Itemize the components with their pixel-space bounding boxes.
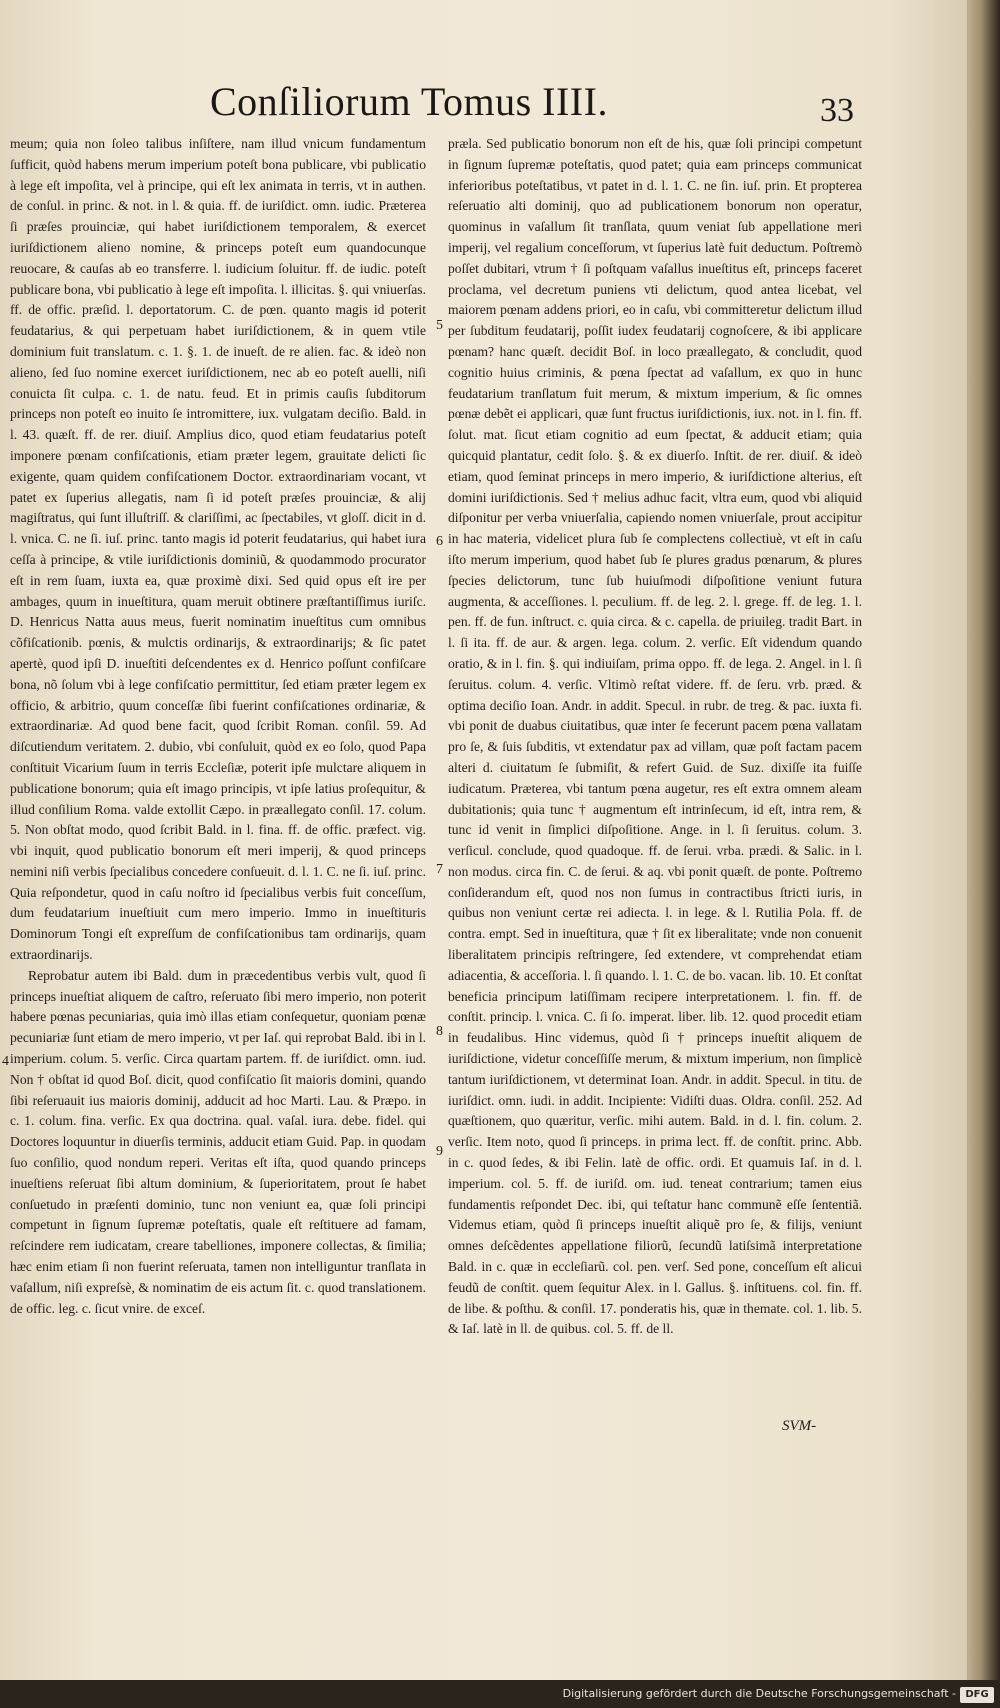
running-head-title: Conſiliorum Tomus IIII. [210,79,608,124]
book-binding-edge [968,0,1000,1680]
funding-credit: Digitalisierung gefördert durch die Deutsche Forschungsgemeinschaft - [562,1687,956,1700]
left-paragraph-1: meum; quia non ſoleo talibus inſiſtere, nam illud vnicum fundamentum ſufficit, quòd habens merum imperium poteſt bona publicare, vbi publicatio à lege eſt impoſita, vel à principe, qui eſt lex animata in terris, vt in authen. de conſul. in princ. & not. in l. & quia. ff. de iuriſdict. omn. iudic. Præterea ſi præſes prouinciæ, qui habet iuriſdictionem temporalem, & exercet iuriſdictionem alieno nomine, & princeps poteſt eum quandocunque reuocare, & cauſas ab eo transferre. l. iudicium ſoluitur. ff. de iudic. poteſt publicare bona, vbi publicatio à lege eſt impoſita. l. illicitas. §. qui vniuerſas. ff. de offic. præſid. l. deportatorum. C. de pœn. quanto magis id poterit feudatarius, & qui perpetuam habet iuriſdictionem, & in quem vtile dominium fuit translatum. c. 1. §. 1. de inueſt. de re alien. fac. & ideò non alieno, ſed ſuo nomine exercet iuriſdictionem, nec ab eo poteſt auelli, niſi conuicta ſit culpa. c. 1. de natu. feud. Et in primis cauſis ſubditorum princeps non poteſt eo inuito ſe intromittere, iux. vulgatam deciſio. Bald. in l. 43. quæſt. ff. de rer. diuiſ. Amplius dico, quod etiam feudatarius poteſt imponere pœnam confiſcationis, etiam præter legem, grauitate delicti ſic exigente, quam quidem confiſcationem Doctor. extraordinariam vocant, vt patet ex ſuperius allegatis, nam ſi id poteſt præſes prouinciæ, & alij magiſtratus, qui ſunt illuſtriſſ. & clariſſimi, ac ſpectabiles, vt gloſſ. dicit in d. l. vnica. C. ne ſi. iuſ. princ. tanto magis id poterit feudatarius, qui habet iura ceſſa à principe, & vtile iuriſdictionis dominiũ, & quodammodo procurator eſt in rem ſuam, iuxta ea, quæ proximè dixi. Sed quid opus eſt ire per ambages, quum in inueſtitura, quam meruit obtinere præſtantiſſimus iuriſc. D. Henricus Natta auus meus, fuerit nominatim inueſtitus cum omnibus cõfiſcationib. pœnis, & mulctis ordinarijs, & extraordinarijs; & ſic patet apertè, quod ipſi D. inueſtiti deſcendentes ex d. Henrico poſſunt confiſcare bona, nõ ſolum vbi à lege confiſcatio permittitur, ſed etiam præter legem ex officio, & arbitrio, quum conceſſæ ſibi fuerint confiſcationes ordinariæ, & extraordinariæ. Ad quod bene facit, quod ſcribit Roman. conſil. 59. Ad diſcutiendum veritatem. 2. dubio, vbi conſuluit, quòd ex eo ſolo, quod Papa conſtituit Vicarium ſuum in terris Eccleſiæ, poterit ipſe mulctare aliquem in publicatione bonorum; quia eſt imago principis, vt ipſe latius proſequitur, & illud conſilium Roma. valde extollit Cæpo. in præallegato conſil. 17. colum. 5. Non obſtat modo, quod ſcribit Bald. in l. fina. ff. de offic. præfect. vig. vbi inquit, quod publicatio bonorum eſt meri imperij, & quod princeps nemini niſi verbis ſpecialibus concedere conſueuit. d. l. 1. C. ne ſi. iuſ. princ. Quia reſpondetur, quod in caſu noſtro id ſpecialibus verbis fuit conceſſum, dum feudatarium inueſtiuit cum mero imperio. Immo in inueſtituris Dominorum Tongi eſt expreſſum de confiſcationibus tam ordinarijs, quam extraordinarijs. [10,136,426,963]
folio-number: 33 [820,92,854,129]
right-text-column [448,134,862,1414]
right-paragraph-1: præla. Sed publicatio bonorum non eſt de his, quæ ſoli principi competunt in ſignum ſupremæ poteſtatis, quod patet; quia eam princeps communicat inferioribus poteſtatibus, vt patet in d. l. 1. C. ne ſin. iuſ. prin. Et propterea reſeruatio alti dominij, quo ad publicationem bonorum non operatur, quominus in vaſallum ſit tranſlata, quum veniat ſub appellatione meri imperij, vel regalium conceſſorum, vt ſuperius latè fuit deductum. Poſtremò poſſet dubitari, vtrum † ſi poſtquam vaſallus inueſtitus eſt, princeps faceret proclama, vel decretum puniens vti delictum, quod antea licebat, vel maiorem pœnam addens priori, eo in caſu, vbi committeretur delictum illud per ſubditum feudatarij, poſſit iudex feudatarij cognoſcere, & ibi applicare pœnam? hanc quæſt. decidit Boſ. in loco præallegato, & concludit, quod cognitio huius criminis, & pœna ſpectat ad vaſallum, ex quo in hunc feudatarium tranſlatum fuit merum, & mixtum imperium, & ſic omnes pœnæ debẽt ei applicari, quæ ſunt fructus iuriſdictionis, iux. not. in l. fin. ff. ſolut. mat. ſicut etiam cognitio ad eum ſpectat, & adducit etiam; quia quicquid plantatur, cedit ſolo. §. & ex diuerſo. Inſtit. de rer. diuiſ. & ideò etiam, quod ſeminat princeps in mero imperio, & iuriſdictione alterius, eſt domini iuriſdictionis. Sed † melius adhuc facit, vltra eum, quod vbi aliquid diſponitur per verba vniuerſalia, capiendo nomen vniuerſale, prout accipitur in hac materia, videlicet plura ſub ſe complectens collectiuè, vt eſt in caſu iſto merum imperium, quod habet ſub ſe plures gradus pœnarum, & plures ſpecies delictorum, tunc ſub huiuſmodi diſpoſitione veniunt futura augmenta, & acceſſiones. l. peculium. ff. de leg. 2. l. grege. ff. de leg. 1. l. pen. ff. de fun. inſtruct. c. quia circa. & c. capella. de priuileg. tradit Bart. in l. ſi ita. ff. de aur. & argen. lega. colum. 2. verſic. Eſt videndum quando oratio, & in l. fin. §. qui indiuiſam, prima oppo. ff. de lega. 2. Angel. in l. ſi ſeruitus. colum. 4. verſic. Vltimò reſtat videre. ff. de ſeru. vrb. præd. & optima deciſio Ioan. Andr. in addit. Specul. in rubr. de treg. & pac. iuxta fi. vbi ponit de duabus ciuitatibus, quæ inter ſe fecerunt pacem pœna vallatam pro ſe, & ſuis ſubditis, vt extendatur pax ad villam, quæ poſt factam pacem alteri d. ciuitatum ſe ſubmiſit, & refert Guid. de Suz. dixiſſe ita fuiſſe iudicatum. Præterea, vbi tantum pœna augetur, res eſt extra omnem aleam dubitationis; quia tunc † augmentum eſt intrinſecum, id eſt, intra rem, & tunc id venit in ſimplici diſpoſitione. Ange. in l. ſi ſeruitus. colum. 3. verſicul. conclude, quod quadoque. ff. de ſerui. vrba. prædi. & Salic. in l. non modus. circa fin. C. de ſerui. & aq. vbi ponit quæſt. de ponte. Poſtremo conſiderandum eſt, quod nos non ſumus in contractibus ſtricti iuris, in quibus non veniunt certæ rei adiecta. l. in lege. & l. Rutilia Pola. ff. de contra. empt. Sed in inueſtitura, quæ † ſit ex liberalitate; vnde non conuenit liberalitatem principis reſtringere, ſed extendere, vt comprehendat etiam adiacentia, & acceſſoria. l. ſi quando. l. 1. C. de bo. vacan. lib. 10. Et conſtat beneficia principum latiſſimam recipere interpretationem. l. fin. ff. de conſtit. princip. l. vnica. C. ſi ſo. imperat. liber. lib. 12. quod procedit etiam in feudalibus. Hinc videmus, quòd ſi † princeps inueſtit aliquem de iuriſdictione, videtur conceſſiſſe merum, & mixtum imperium, non ſimplicè tantum iuriſdictionem, vt determinat Ioan. Andr. in addit. Specul. in titu. de iuriſdict. omn. iudi. in addit. Incipiente: Vidiſti duas. Oldra. conſil. 252. Ad quæſtionem, quo quæritur, verſic. mihi autem. Bald. in d. l. fin. colum. 2. verſic. Item noto, quod ſi princeps. in prima lect. ff. de conſtit. princ. Abb. in c. quod ſedes, & ibi Felin. latè de offic. ordi. Et quamuis Iaſ. in d. l. imperium. col. 5. ff. de iuriſd. om. iud. teneat contrarium; tamen eius fundamentis reſpondet Dec. ibi, qui teſtatur hanc communẽ eſſe ſententiã. Videmus etiam, quòd ſi princeps inueſtit aliquẽ pro ſe, & filijs, veniunt omnes deſcẽdentes appellatione filiorũ, ſecundũ latiſsimã interpretatione Bald. in c. quæ in eccleſiarũ. col. pen. verſ. Sed pone, conceſſum eſt alicui feudũ de conſtit. quem ſequitur Alex. in l. Gallus. §. inſtituens. col. fin. ff. de libe. & poſthu. & conſil. 17. ponderatis his, quæ in themate. col. 1. lib. 5. & Iaſ. latè in ll. de quibus. col. 5. ff. de ll. [448,136,862,1337]
dfg-logo: DFG [960,1687,994,1703]
digitization-footer [0,1684,1000,1706]
margin-number-5: 5 [436,318,443,333]
left-text-column [10,134,426,1414]
left-paragraph-2: Reprobatur autem ibi Bald. dum in præcedentibus verbis vult, quod ſi princeps inueſtiat aliquem de caſtro, reſeruato ſibi mero imperio, non poterit habere pœnas pecuniarias, quia imò illas etiam conſequetur, quoniam pœnæ pecuniariæ ſunt etiam de mero imperio, vt per Iaſ. qui reprobat Bald. ibi in l. imperium. colum. 5. verſic. Circa quartam partem. ff. de iuriſdict. omn. iud. Non † obſtat id quod Boſ. dicit, quod confiſcatio ſit maioris domini, quando ſibi reſeruauit ius maioris dominij, adducit ad hoc Marti. Lau. & Præpo. in c. 1. colum. fina. verſic. Ex qua doctrina. qual. vaſal. iura. debe. fidel. qui Doctores loquuntur in diuerſis terminis, adducit etiam Guid. Pap. in quodam ſuo conſilio, quod nondum reperi. Veritas eſt iſta, quod quando princeps inueſtiens reſeruat ſibi altum dominium, & ſuperioritatem, prout ſe habet conſuetudo in præſenti dominio, tunc non veniunt ea, quæ ſoli principi competunt in ſignum ſupremæ poteſtatis, quale eſt reſtituere ad famam, reſcindere rem iudicatam, creare tabelliones, imponere collectas, & ſimilia; hæc enim etiam ſi non fuerint reſeruata, tamen non intelliguntur tranſlata in vaſallum, niſi expreſsè, & nominatim de eis actum ſit. c. quod translationem. de offic. leg. c. ſicut vnire. de exceſ. [10,967,426,1316]
margin-number-7: 7 [436,862,443,877]
margin-number-4: 4 [2,1054,9,1069]
margin-number-8: 8 [436,1024,443,1039]
margin-number-6: 6 [436,534,443,549]
catchword: SVM- [782,1418,817,1434]
margin-number-9: 9 [436,1144,443,1159]
